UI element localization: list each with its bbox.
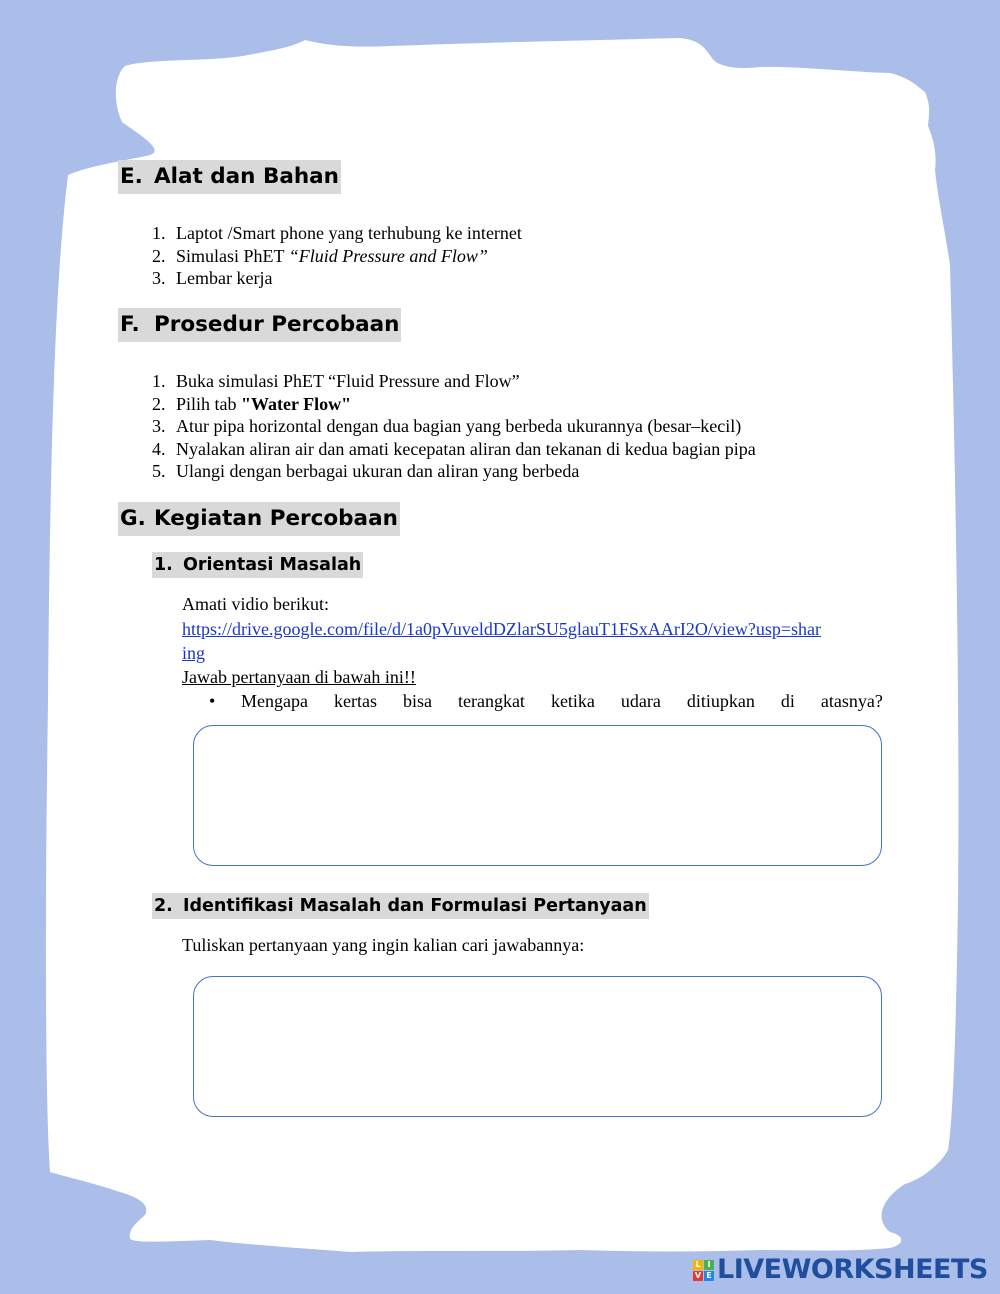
section-f-heading (118, 308, 401, 342)
section-g-heading (118, 502, 400, 536)
section-f-title: Prosedur Percobaan (154, 312, 400, 337)
tab-name: "Water Flow" (241, 393, 352, 414)
section-e-heading (118, 160, 341, 194)
bullet-icon: • (209, 691, 216, 711)
list-item: 3. Lembar kerja (152, 268, 273, 288)
section-e-number: E. (120, 164, 143, 189)
list-item: 5. Ulangi dengan berbagai ukuran dan aliran yang berbeda (152, 461, 580, 481)
list-item: 1. Buka simulasi PhET “Fluid Pressure and Flow” (152, 371, 520, 391)
procedure-list (152, 370, 756, 483)
liveworksheets-logo (693, 1256, 988, 1284)
video-link-continued[interactable]: ing (182, 643, 206, 663)
list-item: 3. Atur pipa horizontal dengan dua bagian yang berbeda ukurannya (besar–kecil) (152, 416, 742, 436)
logo-tiles: L I V E (693, 1260, 714, 1281)
answer-box-2[interactable] (193, 976, 882, 1117)
section-g-title: Kegiatan Percobaan (154, 506, 398, 531)
section-f-number: F. (120, 312, 140, 337)
answer-box-1[interactable] (193, 725, 882, 866)
subsection-1-heading: 1. Orientasi Masalah (152, 552, 363, 578)
video-link[interactable]: https://drive.google.com/file/d/1a0pVuveldDZlarSU5glauT1FSxAArI2O/view?usp=shar (182, 619, 821, 639)
list-item: 1. Laptot /Smart phone yang terhubung ke internet (152, 223, 522, 243)
simulation-name: “Fluid Pressure and Flow” (288, 245, 488, 266)
list-item: 2. Simulasi PhET “Fluid Pressure and Flow” (152, 245, 488, 266)
instruction-text: Jawab pertanyaan di bawah ini!! (182, 667, 416, 687)
section-e-title: Alat dan Bahan (154, 164, 339, 189)
video-intro: Amati vidio berikut: (182, 594, 329, 614)
list-item: 2. Pilih tab "Water Flow" (152, 393, 352, 414)
tools-list (152, 222, 522, 290)
question-bullet (209, 689, 883, 713)
logo-wordmark: LIVEWORKSHEETS (717, 1254, 988, 1285)
question-text: Mengapa kertas bisa terangkat ketika udara ditiupkan di atasnya? (241, 691, 883, 711)
list-item: 4. Nyalakan aliran air dan amati kecepatan aliran dan tekanan di kedua bagian pipa (152, 438, 756, 459)
question-instruction: Tuliskan pertanyaan yang ingin kalian cari jawabannya: (182, 935, 585, 955)
subsection-2-heading: 2. Identifikasi Masalah dan Formulasi Pertanyaan (152, 893, 649, 919)
section-g-number: G. (120, 506, 146, 531)
